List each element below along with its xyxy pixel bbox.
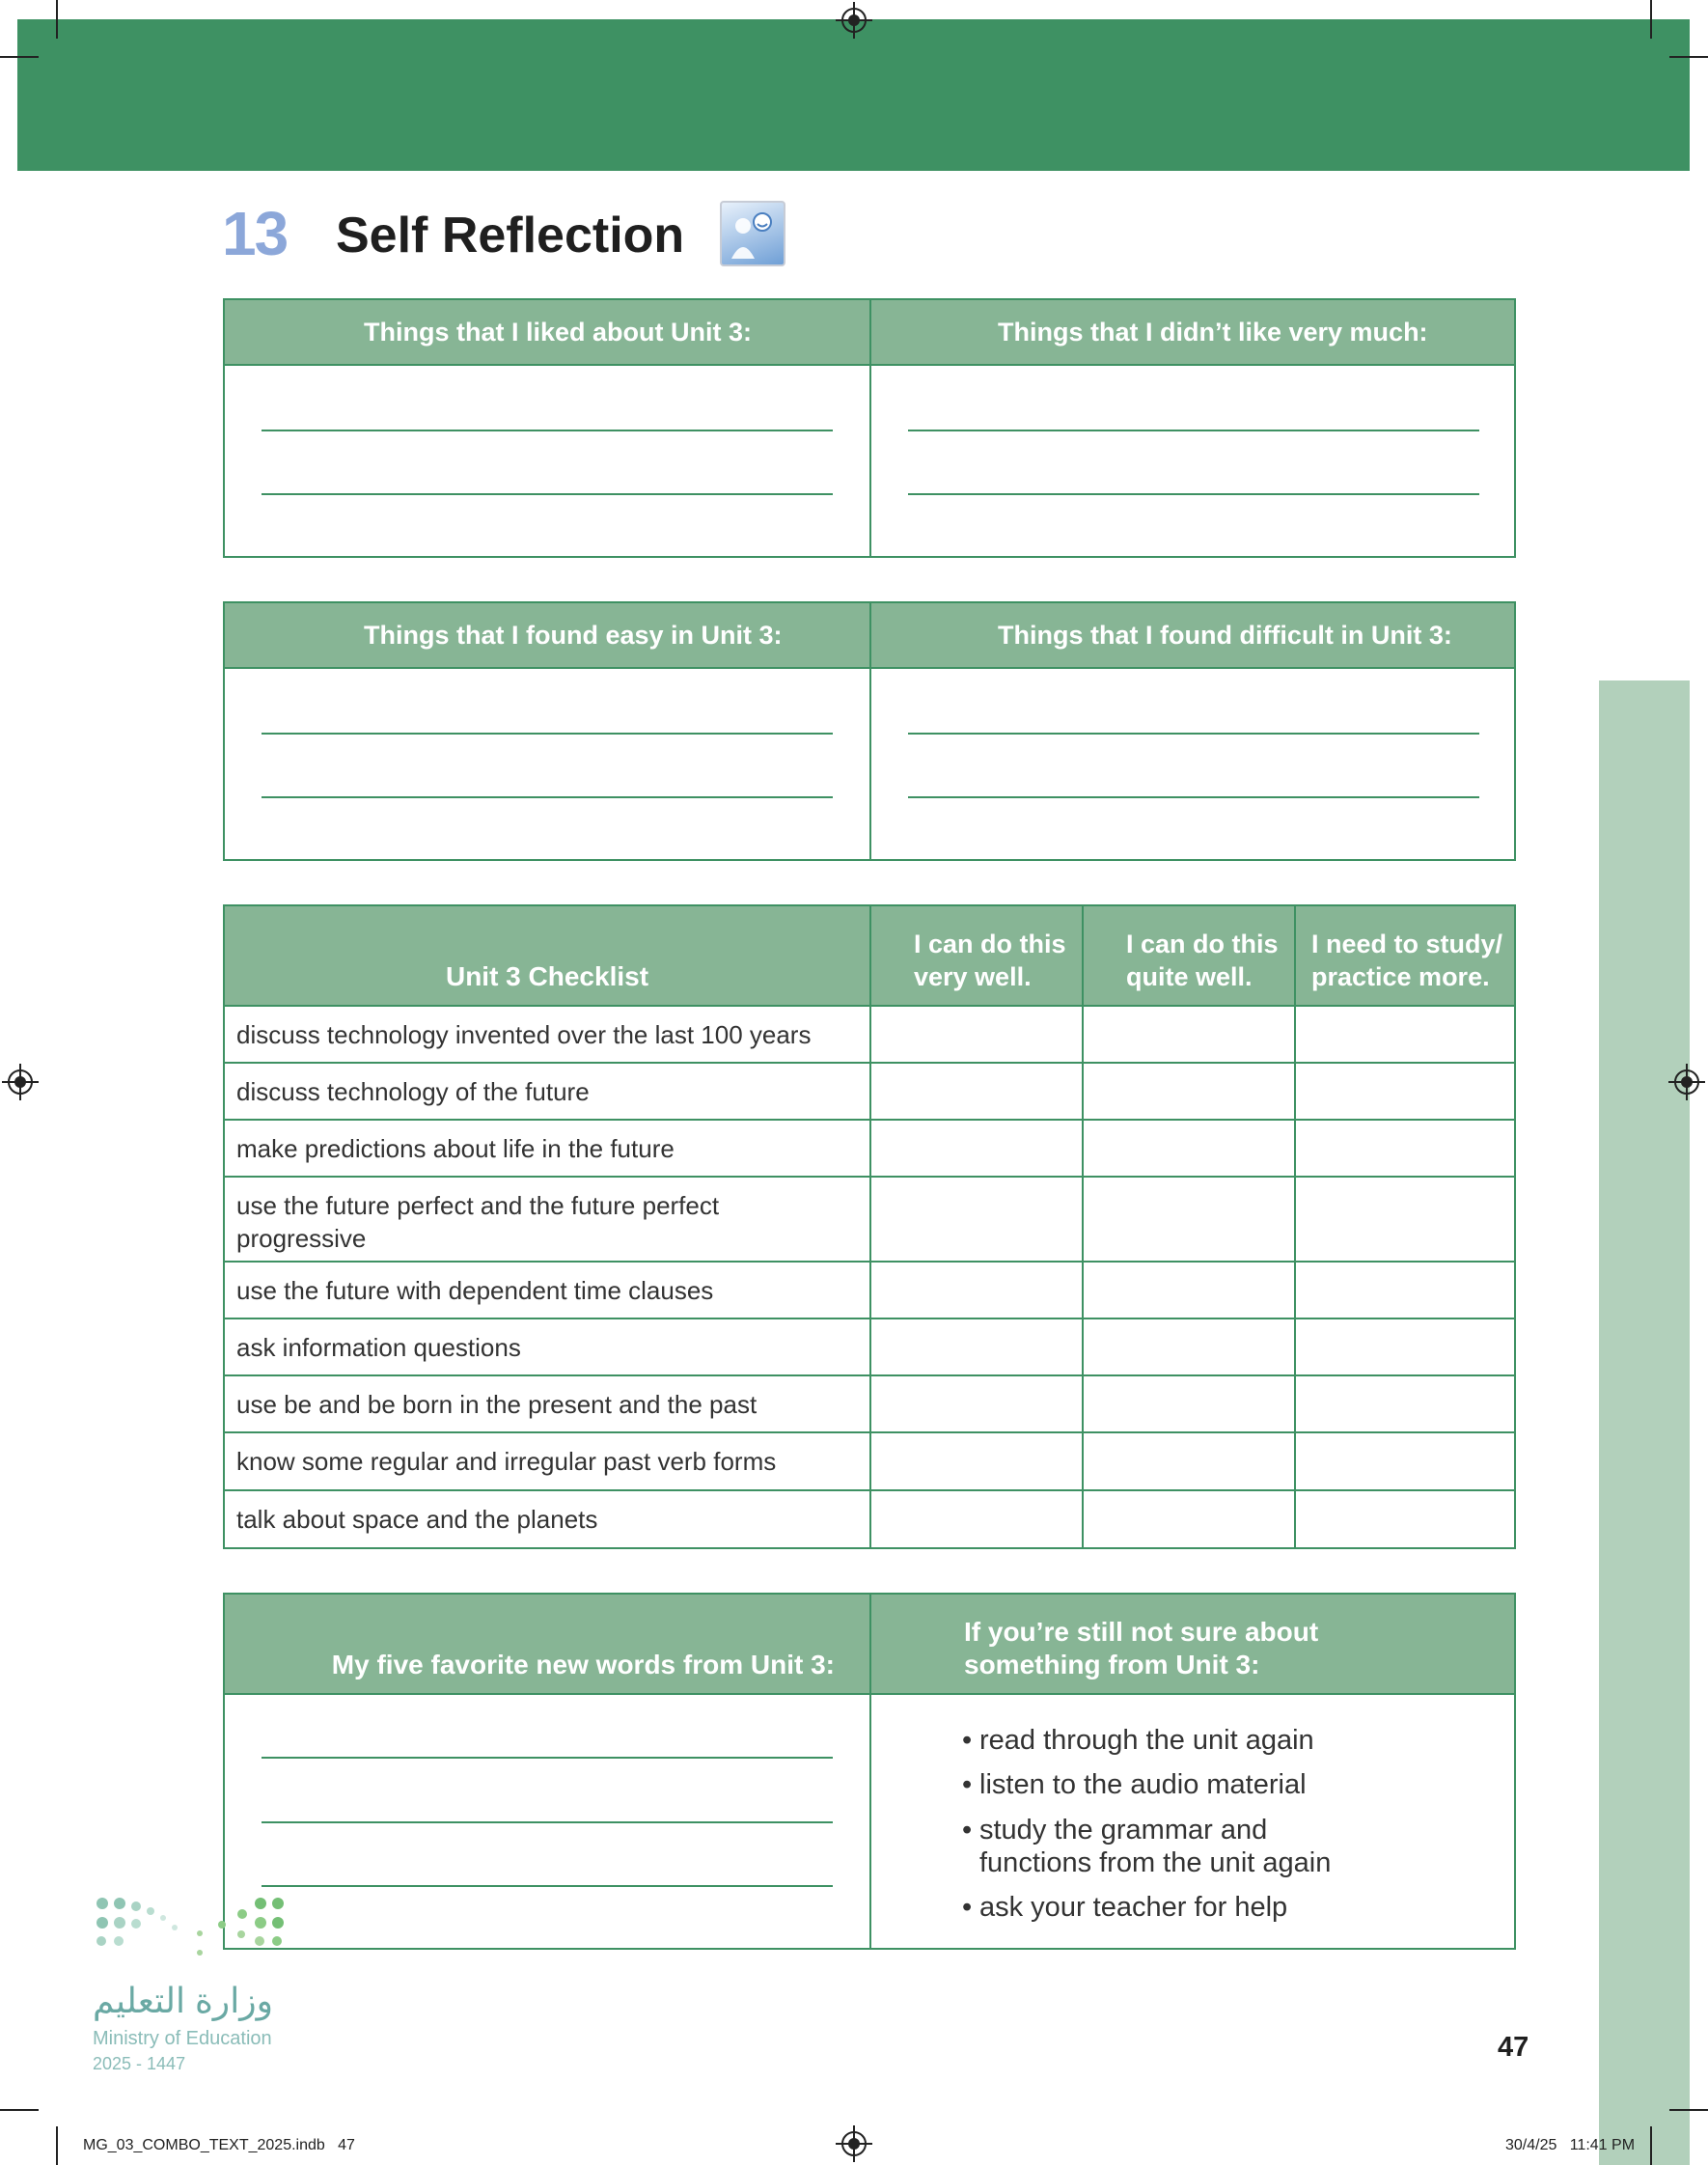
registration-mark-icon [841, 2131, 867, 2156]
crop-mark [0, 2109, 39, 2111]
col-header-very-well: I can do this very well. [914, 930, 1066, 991]
checklist-title: Unit 3 Checklist [445, 961, 649, 991]
not-sure-header: If you’re still not sure about something from Unit 3: [964, 1617, 1319, 1679]
footer-datetime: 30/4/25 11:41 PM [1505, 2137, 1636, 2153]
crop-mark [56, 2126, 58, 2165]
writing-line[interactable] [908, 733, 1479, 735]
reflection-box-difficulty [223, 601, 1516, 861]
col-header-study-more: I need to study/ practice more. [1311, 930, 1503, 991]
checklist-item: make predictions about life in the future [236, 1134, 675, 1163]
writing-line[interactable] [908, 430, 1479, 431]
top-banner [17, 19, 1690, 171]
checklist-item: ask information questions [236, 1333, 521, 1362]
difficult-header: Things that I found difficult in Unit 3: [998, 621, 1452, 650]
ministry-name-english: Ministry of Education [93, 2028, 272, 2049]
writing-line[interactable] [908, 796, 1479, 798]
footer-file: MG_03_COMBO_TEXT_2025.indb 47 [83, 2137, 355, 2153]
page-number: 47 [1498, 2032, 1529, 2063]
checklist-item: know some regular and irregular past verb forms [236, 1447, 777, 1476]
writing-line[interactable] [262, 493, 833, 495]
crop-mark [1669, 56, 1708, 58]
tip-item: read through the unit again [979, 1725, 1314, 1756]
favorite-words-header: My five favorite new words from Unit 3: [331, 1650, 835, 1679]
registration-mark-icon [8, 1069, 33, 1095]
registration-mark-icon [1674, 1069, 1699, 1095]
writing-line[interactable] [262, 733, 833, 735]
tip-bullet: • [962, 1769, 973, 1800]
checklist-item: talk about space and the planets [236, 1505, 598, 1534]
tip-item: ask your teacher for help [979, 1892, 1288, 1923]
writing-line[interactable] [262, 1757, 833, 1759]
tip-item: study the grammar and functions from the unit again [979, 1815, 1332, 1878]
divider [869, 1595, 871, 1948]
ministry-year: 2025 - 1447 [93, 2054, 186, 2073]
writing-line[interactable] [262, 796, 833, 798]
checklist-item: discuss technology of the future [236, 1077, 590, 1106]
side-tab [1599, 680, 1690, 2165]
reflection-box-likes [223, 298, 1516, 558]
page-title: Self Reflection [336, 208, 685, 264]
checklist-item: use the future perfect and the future perfect progressive [236, 1191, 720, 1253]
self-reflection-icon [720, 201, 785, 266]
divider [869, 300, 871, 556]
study-more-column-cells[interactable] [1296, 1007, 1514, 1547]
crop-mark [1650, 2126, 1652, 2165]
ministry-name-arabic: وزارة التعليم [93, 1981, 273, 2020]
writing-line[interactable] [908, 493, 1479, 495]
crop-mark [1669, 2109, 1708, 2111]
likes-header: Things that I liked about Unit 3: [364, 318, 752, 347]
divider [869, 603, 871, 859]
registration-mark-icon [841, 8, 867, 33]
writing-line[interactable] [262, 1821, 833, 1823]
unit-checklist-table [223, 904, 1516, 1549]
ministry-logo-icon [93, 1892, 305, 1969]
checklist-item: use the future with dependent time clauses [236, 1276, 714, 1305]
crop-mark [1650, 0, 1652, 39]
quite-well-column-cells[interactable] [1084, 1007, 1294, 1547]
checklist-item: discuss technology invented over the last 100 years [236, 1020, 812, 1049]
tip-bullet: • [962, 1815, 973, 1846]
tip-item: listen to the audio material [979, 1769, 1307, 1800]
col-header-quite-well: I can do this quite well. [1126, 930, 1279, 991]
favorite-words-box [223, 1593, 1516, 1950]
tip-bullet: • [962, 1892, 973, 1923]
very-well-column-cells[interactable] [871, 1007, 1082, 1547]
section-number: 13 [222, 199, 288, 268]
crop-mark [56, 0, 58, 39]
crop-mark [0, 56, 39, 58]
writing-line[interactable] [262, 1885, 833, 1887]
checklist-item: use be and be born in the present and the past [236, 1390, 758, 1419]
dislikes-header: Things that I didn’t like very much: [998, 318, 1428, 347]
writing-line[interactable] [262, 430, 833, 431]
easy-header: Things that I found easy in Unit 3: [364, 621, 783, 650]
tip-bullet: • [962, 1725, 973, 1756]
